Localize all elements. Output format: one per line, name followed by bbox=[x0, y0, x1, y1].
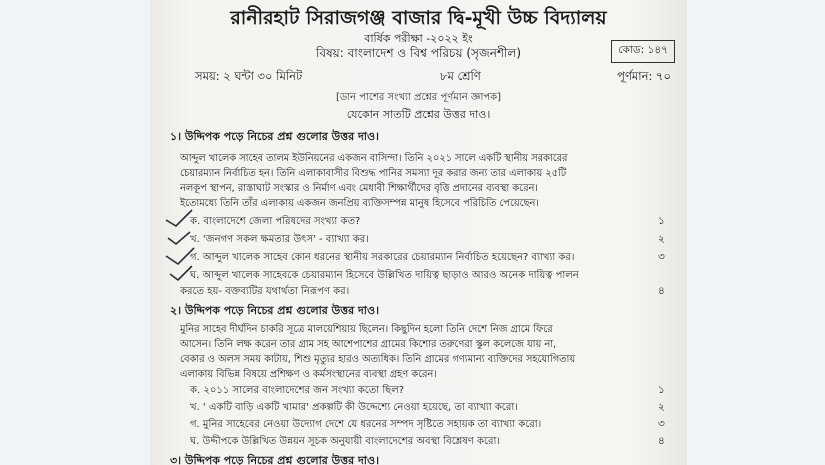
question-2-item-kha-marks: ২ bbox=[658, 401, 665, 413]
question-3-heading: ৩। উদ্দিপক পড়ে নিচের প্রশ্ন গুলোর উত্তর দাও। bbox=[170, 454, 380, 465]
question-2-item-ka: ক. ২০১১ সালের বাংলাদেশের জন সংখ্যা কতো ছিল? bbox=[190, 385, 405, 396]
full-marks: পূর্ণমান: ৭০ bbox=[617, 69, 671, 83]
question-2-passage-line: আসেন। তিনি লক্ষ করেন তার গ্রাম সহ আশেপাশের গ্রামের কিশোর তরুণেরা স্কুল কলেজে যায় না, bbox=[180, 339, 557, 350]
question-2-passage-line: এলাকায় বিভিন্ন বিষয়ে প্রশিক্ষণ ও কর্মসংস্থানের ব্যবস্থা গ্রহণ করেন। bbox=[180, 369, 437, 380]
question-2-item-gha: ঘ. উদ্দীপকে উল্লিখিত উন্নয়ন সূচক অনুযায়ী বাংলাদেশের অবস্থা বিশ্লেষণ করো। bbox=[190, 436, 501, 447]
exam-paper bbox=[150, 0, 687, 465]
question-2-item-gha-marks: ৪ bbox=[658, 435, 665, 447]
subject-line: বিষয়: বাংলাদেশ ও বিশ্ব পরিচয় (সৃজনশীল) bbox=[315, 46, 522, 60]
pen-tick-marks bbox=[162, 206, 202, 286]
question-2-item-ga-marks: ৩ bbox=[658, 418, 665, 430]
question-1-item-ka: ক. বাংলাদেশে জেলা পরিষদের সংখ্যা কত? bbox=[190, 216, 361, 227]
exam-title: বার্ষিক পরীক্ষা -২০২২ ইং bbox=[364, 32, 473, 45]
question-1-item-gha: ঘ. আব্দুল খালেক সাহেবকে চেয়ারম্যান হিসেবে উল্লিখিত দায়িত্ব ছাড়াও আরও অনেক দায়িত্ব পালন bbox=[190, 270, 579, 281]
class-label: ৮ম শ্রেণি bbox=[440, 69, 481, 83]
left-background bbox=[0, 0, 150, 465]
marks-note: [ডান পাশের সংখ্যা প্রশ্নের পূর্ণমান জ্ঞাপক] bbox=[335, 92, 502, 103]
question-1-item-ka-marks: ১ bbox=[658, 215, 665, 227]
school-name: রানীরহাট সিরাজগঞ্জ বাজার দ্বি-মূখী উচ্চ বিদ্যালয় bbox=[230, 7, 607, 29]
question-1-item-ga: গ. আব্দুল খালেক সাহেব কোন ধরনের স্থানীয় সরকারের চেয়ারম্যান নির্বাচিত হয়েছেন? ব্যাখ্যা কর। bbox=[190, 252, 575, 263]
question-1-heading: ১। উদ্দিপক পড়ে নিচের প্রশ্ন গুলোর উত্তর দাও। bbox=[170, 130, 379, 143]
question-1-item-gha-marks: ৪ bbox=[658, 285, 665, 297]
question-1-passage-line: আব্দুল খালেক সাহেব তালম ইউনিয়নের একজন বাসিন্দা। তিনি ২০২১ সালে একটি স্থানীয় সরকারের bbox=[180, 153, 568, 164]
question-1-item-kha: খ. 'জনগণ সকল ক্ষমতার উৎস' - ব্যাখ্যা কর। bbox=[190, 234, 369, 245]
question-1-passage-line: নলকূপ স্থাপন, রাস্তাঘাট সংস্কার ও নির্মাণ এবং মেধাবী শিক্ষার্থীদের বৃত্তি প্রদানের ব্যবস্থা করেন। bbox=[180, 183, 538, 194]
question-2-passage-line: বেকার ও অলস সময় কাটায়, শিশু মৃত্যুর হারও অত্যধিক। তিনি গ্রামের গণ্যমান্য ব্যক্তিদের সহযোগিতায় bbox=[180, 354, 576, 365]
subject-code-box: কোড: ১৪৭ bbox=[611, 40, 675, 63]
question-2-heading: ২। উদ্দিপক পড়ে নিচের প্রশ্ন গুলোর উত্তর দাও। bbox=[170, 304, 380, 317]
exam-time: সময়: ২ ঘন্টা ৩০ মিনিট bbox=[195, 69, 303, 83]
question-2-item-kha: খ. ' একটি বাড়ি একটি খামার' প্রকল্পটি কী উদ্দেশ্যে নেওয়া হয়েছে, তা ব্যাখ্যা করো। bbox=[190, 402, 518, 413]
question-2-item-ga: গ. মুনির সাহেবের নেওয়া উদ্যোগ দেশে যে ধরনের সম্পদ সৃষ্টিতে সহায়ক তা ব্যাখ্যা করো। bbox=[190, 419, 542, 430]
answer-instruction: যেকোন সাতটি প্রশ্নের উত্তর দাও। bbox=[346, 108, 491, 121]
right-background bbox=[687, 0, 825, 465]
question-2-item-ka-marks: ১ bbox=[658, 384, 665, 396]
question-1-passage-line: চেয়ারম্যান নির্বাচিত হন। তিনি এলাকাবাসীর বিশুদ্ধ পানির সমস্যা দূর করার জন্য তার এলাকায় ২৫টি bbox=[180, 168, 567, 179]
question-1-item-ga-marks: ৩ bbox=[658, 251, 665, 263]
question-1-item-kha-marks: ২ bbox=[658, 233, 665, 245]
question-2-passage-line: মুনির সাহেব দীর্ঘদিন চাকরি সূত্রে মালয়েশিয়ায় ছিলেন। কিছুদিন হলো তিনি দেশে নিজ গ্রামে ফিরে bbox=[180, 324, 553, 335]
question-1-passage-line: ইতোমধ্যে তিনি তাঁর এলাকায় একজন জনপ্রিয় ব্যক্তিসম্পন্ন মানুষ হিসেবে পরিচিতি পেয়েছেন। bbox=[180, 198, 539, 209]
question-1-item-gha-cont: করতে হয়- বক্তব্যটির যথার্থতা নিরূপণ কর। bbox=[180, 286, 350, 297]
